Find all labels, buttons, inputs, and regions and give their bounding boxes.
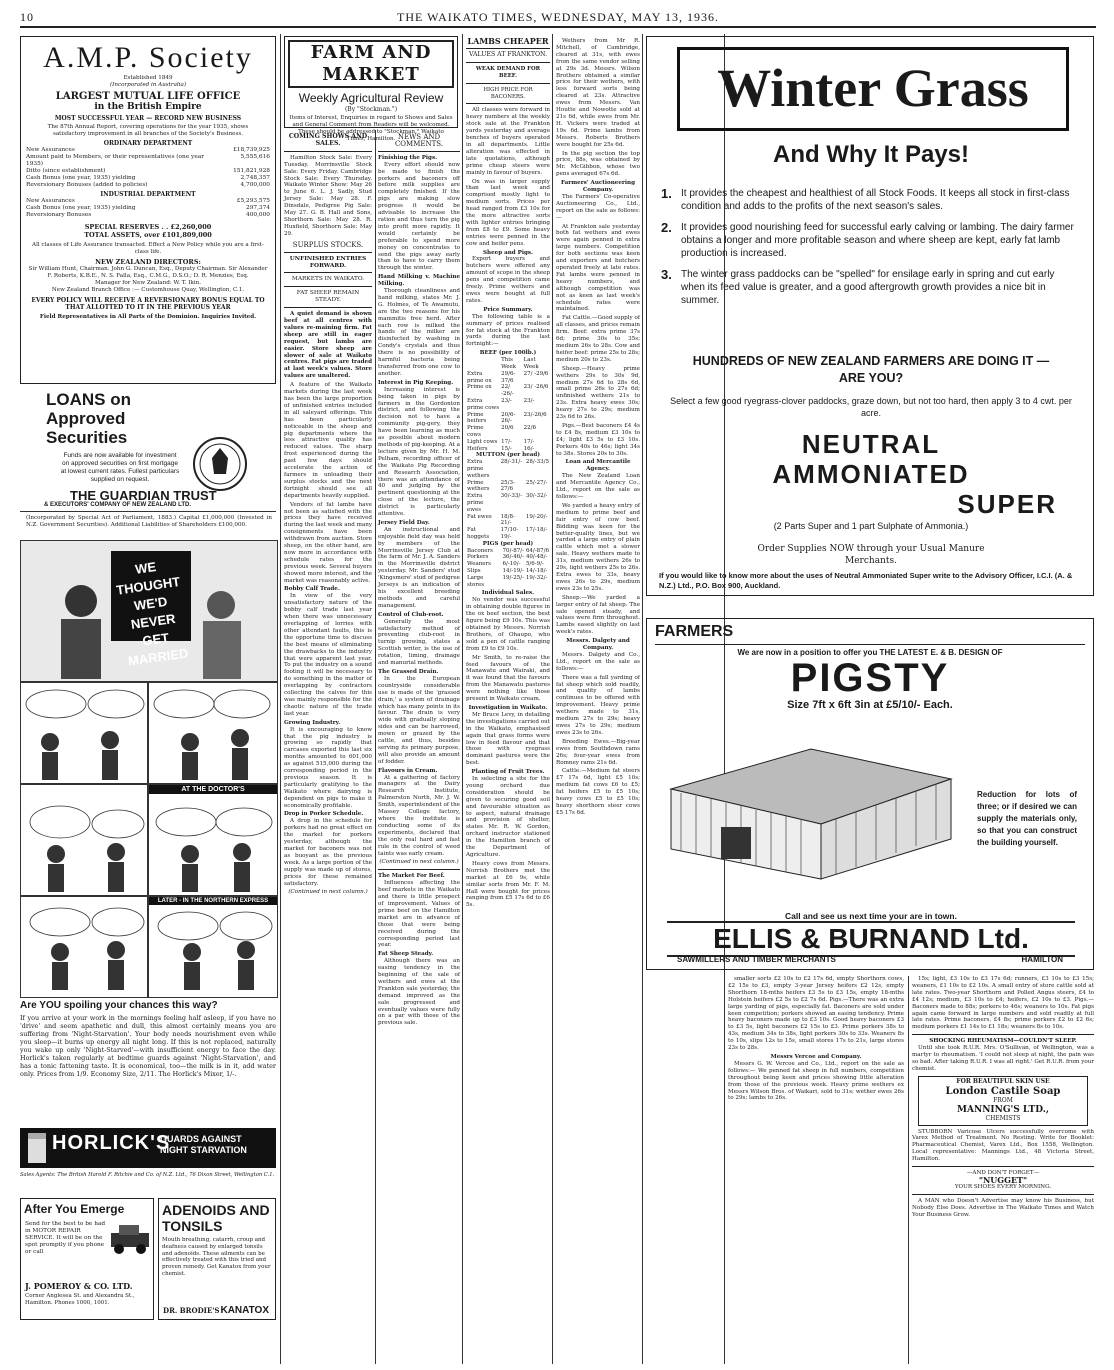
advertise-body: A MAN who Doesn't Advertise may know his Business, but Nobody Else Does. Advertise in The Waikato Times and Watch Your Business Grow. (912, 1197, 1094, 1218)
ellis-foot2: HAMILTON (1021, 955, 1063, 964)
col4-heading-individual: Individual Sales. (481, 590, 535, 597)
col3-p6: In the European countryside considerable use is made of the 'grassed drain,' a system of drainage which has many points in its favour. The drain is very wide with gradually sloping sides and can be harrowed, mown or grazed by the cattle, and thus, besides serving its primary purpose, will also provide an amount of fodder. (378, 675, 460, 765)
col5-p6: Sheep.—Heavy prime wethers 29s to 30s 9d, medium 27s 6d to 28s 6d, small prime 26s to 27s 6d; unfinished wethers 21s to 23s. Extra heavy ewes 30s; heavy 27s to 29s; medium 23s 6d to 26s. (556, 365, 640, 421)
nugget-line3: YOUR SHOES EVERY MORNING. (954, 1183, 1052, 1190)
price-cell: 15/- (501, 445, 512, 452)
cartoon-panel-5 (20, 896, 148, 998)
winter-foot: If you would like to know more about the uses of Neutral Ammoniated Super write to the Advisory Officer, I.C.I. (A. & N.Z.) Ltd., P.O. Box 900, Auckland. (659, 571, 1073, 590)
price-row (466, 527, 550, 541)
price-cell: Fat ewes (467, 513, 492, 520)
col2-p4: It is encouraging to know that the pig industry is growing so rapidly that carcases exported this last six months amounted to 601,000 as against 515,000 during the corresponding period in the previous season. It is particularly gratifying to the Waikato where dairying is dependent on pigs to make it economically profitable. (284, 726, 372, 809)
price-cell: 17/- (501, 438, 512, 445)
price-cell: 40/-48/- (525, 554, 548, 561)
price-cell: 17/- (523, 438, 535, 445)
col5-heading-farmers: Farmers' Auctioneering Company. (561, 180, 635, 194)
col4-p7: Mr Bruce Levy, in detailing the investigations carried out in the Waikato, emphasised again that grass forms were low in feed flavour and that those with ryegrass dominant pastures were the best. (466, 711, 550, 767)
pigsty-ad (646, 618, 1094, 970)
col5-p11: Messrs. Dalgety and Co., Ltd., report on the sale as follows:— (556, 651, 640, 672)
bottom-c3: 15s; light, £3 10s to £3 17s 6d; runners, £3 10s to £3 15s; weaners, £1 10s to £2 10s. A small entry of store cattle sold at late rates. Two-year Shorthorn and Polled Angus steers, £4 to £4 12s; medium, £3 10s to £4; heifers, £2 10s to £3. Pigs.—Baconers made to 88s; porkers to 46s; weaners to 10s. Fat pigs again came forward in large numbers and sold readily at full late rates. Prime baconers, £4 8s; prime porkers £2 to £2 6s; medium porkers £1 14s to £1 18s; weaners 8s to 10s. (912, 976, 1094, 1031)
amp-established: Established 1849 (123, 75, 173, 81)
amp-ordinary-list (26, 147, 270, 189)
col4-pigs-label: PIGS (per head) (482, 540, 534, 547)
col4-p2: Ox was in larger supply than last week and comprised mostly light to medium sorts. Prices per head ranged from £3 10s for the more attractive sorts with lighter entries bringing from £8 to £9. Some heavy entries were penned in the cow and heifer pens. (466, 178, 550, 247)
farm-note: Items of Interest, Enquiries in regard to Shows and Sales and General Comment from Readers will be welcomed. These should be addressed to "Stockman," Waikato Times, Hamilton. (289, 115, 453, 142)
col5-heading-dalgety: Messrs. Dalgety and Company. (566, 638, 630, 652)
horlicks-headline: Are YOU spoiling your chances this way? (20, 1000, 218, 1011)
skin-line2: London Castile Soap (945, 1085, 1061, 1097)
horlicks-ad (20, 540, 276, 1192)
winter-hundreds: HUNDREDS OF NEW ZEALAND FARMERS ARE DOING IT — ARE YOU? (692, 354, 1050, 385)
col3-p5: Generally the most satisfactory method of preventing club-root in turnip growing, states a Scottish writer, is the use of rotation, liming, drainage and manurial methods. (378, 618, 460, 667)
price-col-head: This Week (501, 357, 517, 370)
col3-p8: Influences affecting the beef markets in the Waikato and there is little prospect of improvement. Values of prime beef on the Hamilton market are in advance of those that were being received during the corresponding period last year. (378, 880, 460, 949)
guardian-trust-ad (20, 388, 276, 512)
price-cell: 23/- (523, 397, 535, 404)
amp-figure-label: New Assurances (26, 197, 75, 204)
pigsty-title: PIGSTY (790, 656, 950, 700)
car-crash-icon (109, 1219, 153, 1257)
col5-p12: There was a full yarding of fat sheep which sold readily, and quality of lambs continues to be offered with improvement. Heavy prime wethers made to 31s, medium 27s to 29s; heavy ewes 27s to 29s; medium ewes 23s to 26s. (556, 674, 640, 736)
price-row (466, 439, 550, 446)
price-cell: 30/-32/- (525, 493, 548, 500)
emerge-title: After You Emerge (24, 1202, 125, 1216)
col2-continued: (Continued in next column.) (288, 889, 368, 896)
adenoids-body: Mouth breathing, catarrh, croup and deafness caused by enlarged tonsils and adenoids. These ailments can be effectively treated with this tried and proven remedy. Get Kanatox from your chemist. (162, 1237, 271, 1277)
farm-title: FARM AND MARKET (288, 40, 454, 88)
price-row (466, 398, 550, 412)
price-col-head: Last Week (523, 357, 539, 370)
price-cell: Light cows (467, 438, 498, 445)
col3-heading-pig-keeping: Interest in Pig Keeping. (378, 379, 454, 386)
price-row (466, 480, 550, 494)
price-cell: 22/ -26/- (501, 384, 514, 398)
amp-directors: NEW ZEALAND DIRECTORS: (95, 258, 201, 267)
farm-by: (By "Stockman.") (344, 106, 398, 113)
horlicks-agents: Sales Agents: The British Harold F. Ritchie and Co. of N.Z. Ltd., 76 Dixon Street, Wellington C.1. (20, 1172, 275, 1178)
amp-industrial-list (26, 198, 270, 219)
loans-title: LOANS on Approved Securities (46, 390, 131, 447)
col4-p9: Heavy cows from Messrs. Norrish Brothers met the market at £6 9s, while similar sorts from Mr. F. M. Hall were bought for prices ranging from £5 17s 6d to £6 5s. (466, 860, 550, 909)
col4-p1: All classes were forward in heavy numbers at the weekly stock sale at the Frankton yards yesterday and average benches of buyers operated in all departments. Little alteration was effected in late quotations, although prime cheap steers were mainly in favour of buyers. (466, 107, 550, 176)
amp-figure-value: £18,739,925 (233, 146, 270, 153)
col4-heading-investigation: Investigation in Waikato. (468, 704, 548, 711)
cartoon-panel-2 (148, 682, 278, 784)
col3-p7: At a gathering of factory managers at the Dairy Research Institute, Palmerston North, Mr. J. W. Smith, superintendent of the Massey College factory, where the institute is conducting some of its experiments, declared that the only real hard and fast rule in the control of weed taints was early cream. (378, 774, 460, 857)
col5-p1: Wethers from Mr R. Mitchell, of Cambridge, cleared at 31s, with ewes from the same vendor selling at 29s 3d. Messrs. Wilson Brothers obtained a similar price for their wethers, with less forward sorts being cleared at 23s. Attractive ewes from Messrs. Van Houtte and Nowotte sold at 21s 6d, while ewes from Mr. H. Vickers were traded at 19s 6d. Prime lambs from Messrs. Roberts Brothers were bought for 25s 6d. (556, 38, 640, 148)
price-cell: 14/-19/- (502, 568, 524, 575)
bottom-c1: smaller sorts £2 10s to £2 17s 6d, empty Shorthorn cows, £2 15s to £3, empty 3-year Jersey heifers £2 12s, empty Shorthorn 18-mths heifers £3 5s to £3 15s, empty 18-mths Holstein heifers £2 5s to £2 7s 6d. Pigs.—There was an extra large yarding of pigs, especially fat. Baconers are sold under keen competition; porkers showed an easing tendency. Prime heavy baconers made up to £3 10s. Good heavy baconers £3 to £3 5s, light baconers £2 15s to £3. Prime porkers 38s to 43s, medium 34s to 38s, light porkers 30s to 33s. Weaners 8s to 10s, slips 12s to 15s, small stores 17s to 21s, large stores 23s to 28s. (728, 976, 904, 1052)
adenoids-title: ADENOIDS AND TONSILS (162, 1202, 270, 1234)
loans-body: Funds are now available for investment on approved securities on first mortgage at lowest current rates. Fullest particulars supplied on request. (60, 452, 180, 483)
col2-heading-markets: MARKETS IN WAIKATO. (291, 276, 365, 283)
farmers-title: FARMERS (655, 623, 734, 640)
pigsty-size: Size 7ft x 6ft 3in at £5/10/- Each. (787, 699, 953, 711)
price-cell: 36/-46/- (502, 554, 524, 561)
amp-figure-label: Cash Bonus (one year, 1935) yielding (26, 174, 136, 181)
amp-assets: TOTAL ASSETS, over £101,809,000 (84, 230, 212, 239)
price-cell: 6/-10/- (502, 561, 521, 568)
price-cell: Extra prime ewes (467, 493, 484, 513)
col4-heading-fruit: Planting of Fruit Trees. (471, 769, 545, 776)
price-cell: 28/-31/- (500, 459, 523, 466)
col5-p4: At Frankton sale yesterday both fat wethers and ewes were again penned in extra large numbers. Competition for both sections was keen and exporters and butchers operated freely at late rates. Fat lambs were penned in heavy numbers, and although competition was not as keen as last week's schedule rates were maintained. (556, 223, 640, 313)
winter-point-number: 1. (661, 186, 672, 201)
amp-figure-label: Reversionary Bonuses (added to policies) (26, 181, 148, 188)
price-cell: 28/-33/5 (525, 459, 549, 466)
col2-heading-surplus: SURPLUS STOCKS. (292, 240, 364, 249)
col5-p14: Cattle.—Medium fat steers £7 17s 6d, light £5 10s; medium fat cows £6 to £5; fat heifers £5 to £5 10s; heavy cows £5 to £5 10s; heavy shorthorn steer cows £5 17s 6d. (556, 768, 640, 816)
cartoon-panel-express-label: LATER - IN THE NORTHERN EXPRESS (149, 897, 277, 905)
price-cell: Extra prime wethers (467, 459, 490, 479)
price-cell: Slips (467, 568, 481, 575)
pigsty-call: Call and see us next time your are in town. (785, 911, 957, 921)
column-2-text (284, 134, 372, 1360)
col2-shows: Hamilton Stock Sale: Every Tuesday. Morrinsville Stock Sale: Every Friday. Cambridge Stock Sale: Every Thursday. Waikato Winter Show: May 26 to June 6. L. J. Sadly, Stud Jersey Sale: May 28. F. Dinsdale, Pedigree Pig Sale: May 27. G. B. Hall and Sons, Shorthorn Sale: May 28. R. Huxfield, Shorthorn Sale: May 29. (284, 154, 372, 237)
adenoids-doctor: DR. BRODIE'S (163, 1306, 220, 1315)
price-cell: 16/- (523, 445, 535, 452)
amp-reserves: SPECIAL RESERVES . . £2,260,000 (84, 222, 212, 231)
column-4-text (466, 38, 550, 1360)
skin-line4: MANNING'S LTD., (957, 1104, 1049, 1115)
price-row (466, 575, 550, 589)
cartoon-panel-6 (148, 896, 278, 998)
rheum-title: SHOCKING RHEUMATISM—COULDN'T SLEEP. (929, 1038, 1077, 1045)
ellis-brand: ELLIS & BURNAND Ltd. (667, 921, 1075, 957)
bottom-col-a (728, 976, 904, 1360)
emerge-body: Send for the best to be had in MOTOR REPAIR SERVICE. It will be on the spot promptly if you phone or call (25, 1221, 106, 1255)
col2-p3: In view of the very unsatisfactory nature of the bobby calf trade last year when there was unnecessary overlapping of lorries with other attendant faults, this is the opportune time to discuss the best means of eliminating the drawbacks to the industry that were apparent last year. To put the industry on a sound footing it will be necessary to do something in the matter of overlapping by contractors collecting the calves for this was mainly responsible for the chaotic nature of the trade last year. (284, 593, 372, 717)
col5-p7: Pigs.—Best baconers £4 4s to £4 8s, medium £3 10s to £4; light £3 5s to £3 10s. Porkers 40s to 46s; light 34s to 38s. Stores 20s to 30s. (556, 422, 640, 457)
price-row (466, 371, 550, 385)
bottom-col-b (912, 976, 1094, 1360)
amp-society-ad (20, 36, 276, 384)
col4-heading-sheep-pigs: Sheep and Pigs. (483, 249, 533, 256)
amp-figure-value: 5,555,616 (240, 153, 270, 160)
page-header (20, 6, 1096, 28)
amp-record: MOST SUCCESSFUL YEAR — RECORD NEW BUSINESS (54, 114, 242, 122)
winter-order: Order Supplies NOW through your Usual Manure Merchants. (757, 544, 985, 566)
price-cell: Baconers (467, 547, 493, 554)
amp-ordinary: ORDINARY DEPARTMENT (103, 139, 193, 147)
price-cell: Large stores (467, 574, 485, 588)
castile-soap-ad (918, 1076, 1088, 1126)
after-you-emerge-ad (20, 1198, 154, 1320)
winter-point-text: The winter grass paddocks can be "spelled" for ensilage early in spring and cut early when its feed value is greater, and a good aftergrowth growth provides a nice bit in summer. (681, 269, 1055, 306)
col2-heading-unfinished: UNFINISHED ENTRIES FORWARD. (289, 255, 367, 269)
col4-heading-values: VALUES AT FRANKTON. (468, 50, 548, 58)
price-row (466, 561, 550, 568)
price-cell: 23/ -26/6 (523, 384, 549, 391)
price-cell: 20/6-26/- (501, 411, 516, 425)
masthead: THE WAIKATO TIMES, WEDNESDAY, MAY 13, 1936. (397, 10, 719, 24)
col3-p9: Although there was an easing tendency in the beginning of the sale of wethers and ewes at the Frankton sale yesterday, the demand improved as the sale progressed and eventually values were fully on a par with those of the previous sale. (378, 958, 460, 1027)
price-row (466, 425, 550, 439)
cartoon-panel-3 (20, 784, 148, 896)
amp-largest: LARGEST MUTUAL LIFE OFFICE (55, 90, 241, 102)
price-cell: 17/-18/- (525, 527, 548, 534)
beef-price-table (466, 357, 550, 452)
col3-p1: Every effort should now be made to finish the porkers and baconers off before milk supplies are completely finished. If the pigs are making slow progress it would be advisable to increase the ration and thus turn the pig into profit more rapidly. It would certainly be preferable to spend more money on concentrates to send the pigs away early than to have to carry them through the winter. (378, 161, 460, 272)
col5-p8: The New Zealand Loan and Mercantile Agency Co., Ltd., report on the sale as follows:— (556, 473, 640, 500)
col2-heading-bobby: Bobby Calf Trade. (284, 586, 340, 593)
amp-figure-value: 2,748,357 (240, 174, 270, 181)
price-cell: Prime wethers (467, 479, 490, 493)
col3-heading-flavours: Flavours in Cream. (378, 767, 438, 774)
col4-heading-high: HIGH PRICE FOR BACONERS. (483, 86, 533, 100)
price-cell: Heifers (467, 445, 488, 452)
price-row (466, 384, 550, 398)
amp-figure-row (26, 205, 270, 212)
winter-point (661, 221, 1079, 260)
cartoon-panel-doctor-label: AT THE DOCTOR'S (149, 785, 277, 794)
col4-heading-lambs: LAMBS CHEAPER (467, 36, 549, 46)
winter-point-text: It provides good nourishing feed for successful early calving or lambing. The dairy farmer obtains a longer and more profitable season and where sheep are kept, early fat lamb production is increased. (681, 222, 1074, 259)
col5-p13: Breeding Ewes.—Big-year ewes from Southdown rams 26s; four-year ewes from Romney rams 21s 6d. (556, 738, 640, 766)
amp-figure-row (26, 182, 270, 189)
horlicks-banner: WE THOUGHT WE'D NEVER GET MARRIED (115, 559, 190, 669)
col3-p4: An instructional and enjoyable field day was held by members of the Morrinsville Jersey Club at the farm of Mr. J. A. Sanders in the Morrinsville district yesterday. Mr. Sanders' stud 'Kingsmere' stud of pedigree Jerseys is an indication of his excellent breeding methods and careful management. (378, 526, 460, 609)
amp-empire: in the British Empire (94, 101, 202, 112)
amp-title: A.M.P. Society (43, 41, 253, 74)
price-cell: Fat hoggets (467, 527, 490, 540)
horlicks-banner-panel (20, 540, 278, 682)
col5-p5: Fat Cattle.—Good supply of all classes, and prices remain firm. Beef: extra prime 37s 6d; prime 30s to 35s; medium 26s to 28s. Cow and heifer beef: prime 25s to 28s; medium 20s to 23s. (556, 315, 640, 363)
price-cell: 20/6 (501, 425, 514, 432)
horlicks-tagline: GUARDS AGAINST NIGHT STARVATION (160, 1134, 247, 1155)
amp-figure-value: 151,821,928 (233, 167, 270, 174)
price-row (466, 568, 550, 575)
col5-p3: The Farmers' Co-operative Auctioneering Co., Ltd., report on the sale as follows:— (556, 193, 640, 221)
price-cell: Porkers (467, 554, 489, 561)
winter-point-number: 2. (661, 220, 672, 235)
col5-heading-loan: Loan and Mercantile Agency. (565, 459, 631, 473)
price-row (466, 459, 550, 479)
skin-line5: CHEMISTS (985, 1114, 1021, 1122)
price-cell: 70/-87/- (502, 547, 524, 554)
winter-points-list (661, 187, 1079, 315)
horlicks-copy: If you arrive at your work in the mornings feeling half asleep, if you have no 'drive' and seem apathetic and dull, this almost certainly means you are suffering from 'Night-Starvation'. Your body needs nourishment even while you sleep—it burns up energy all night long. If this is not replaced, naturally you wake up only 'Night-Starved'—with insufficient energy to face the day. Horlick's taken regularly at bedtime guards against 'Night-Starvation', and has a tonic fattening taste. It is economical, too—the milk is in it, add water only. Prices from 1/9. Economy Size, 2/11. The Horlick's Mixer, 1/-. (20, 1014, 276, 1078)
cartoon-panel-4 (148, 784, 278, 896)
winter-select: Select a few good ryegrass-clover paddocks, graze down, but not too hard, then apply 3 to 4 cwt. per acre. (670, 396, 1072, 418)
price-cell: 19/-20/- (525, 513, 548, 520)
amp-figure-row (26, 154, 270, 168)
col2-p2: Vendors of fat lambs have not been as satisfied with the prices they have received during the last week and many consignments have been withdrawn from auction. Store sheep, on the other hand, are now more in accordance with schedule rates for the previous week. Several buyers showed more interest, and the market was reasonably active. (284, 501, 372, 584)
price-cell: Prime heifers (467, 411, 487, 425)
horlicks-brand: HORLICK'S (52, 1132, 171, 1154)
col4-heading-summary: Price Summary. (483, 306, 533, 313)
amp-policy: EVERY POLICY WILL RECEIVE A REVERSIONARY BONUS EQUAL TO THAT ALLOTTED TO IT IN THE PREVIOUS YEAR (31, 297, 265, 312)
amp-figure-row (26, 198, 270, 205)
price-row (466, 412, 550, 426)
price-cell: 64/-87/6 (525, 547, 549, 554)
super-composition: (2 Parts Super and 1 part Sulphate of Ammonia.) (773, 521, 969, 531)
skin-line3: FROM (993, 1096, 1013, 1104)
amp-figure-label: New Assurances (26, 146, 75, 153)
skin-line1: FOR BEAUTIFUL SKIN USE (956, 1077, 1050, 1085)
price-cell: Extra prime ox (467, 370, 492, 384)
amp-figure-value: 400,000 (246, 211, 270, 218)
col3-continued: (Continued in next column.) (379, 859, 459, 866)
col5-p2: In the pig section the top price, 88s, was obtained by Mr. McGibbon, whose two pens averaged 67s 6d. (556, 150, 640, 178)
col3-heading-finishing: Finishing the Pigs. (378, 154, 438, 161)
price-row (466, 548, 550, 555)
amp-figure-label: Cash Bonus (one year, 1935) yielding (26, 204, 136, 211)
amp-figure-value: £5,293,575 (236, 197, 270, 204)
amp-field: Field Representatives in All Parts of the Dominion. Inquiries Invited. (39, 314, 257, 321)
col3-heading-milking: Hand Milking v. Machine Milking. (378, 274, 460, 288)
adenoids-brand: KANATOX (220, 1305, 269, 1316)
winter-title: Winter Grass (677, 47, 1069, 131)
guardian-crest-icon (192, 436, 248, 492)
price-cell: 19/-32/- (525, 574, 548, 581)
price-cell: 23/- (501, 397, 512, 404)
price-cell: Prime cows (467, 425, 484, 438)
col5-p10: Sheep.—We yarded a larger entry of fat sheep. The sale opened steady, and values were firm throughout. Lambs eased slightly on last week's rates. (556, 594, 640, 636)
col3-p2: Thorough cleanliness and hand milking, states Mr. J. G. Holmes, of Te Awamutu, are the two reasons for his mammitis free herd. After each row is milked the hands of the milker are disinfected by washing in Condy's crystals and thus there is no possibility of harmful bacteria being transferred from one cow to another. (378, 288, 460, 377)
ellis-foot1: SAWMILLERS AND TIMBER MERCHANTS (677, 955, 836, 964)
col3-heading-club-root: Control of Club-root. (378, 611, 444, 618)
price-row (466, 493, 550, 513)
emerge-address: Corner Anglesea St. and Alexandra St., Hamilton. Phones 1000, 1001. (25, 1293, 135, 1306)
price-cell: 5/6-9/- (525, 561, 544, 568)
winter-point-text: It provides the cheapest and healthiest of all Stock Foods. It keeps all stock in first-class condition and adds to the profits of the next season's sales. (681, 188, 1070, 212)
bottom-c2: Messrs G. W. Vercoe and Co., Ltd., report on the sale as follows:— We penned fat sheep in full numbers, competition throughout being keen and prices showing little alteration from those of the previous week. Heavy prime wethers ex Messrs Wilson Bros. of Waikari, sold to 31s; wether ewes 26s to 29s; lambs to 26s. (728, 1060, 904, 1102)
amp-figure-label: Reversionary Bonuses (26, 211, 92, 218)
price-cell: 25/-27/- (525, 479, 548, 486)
price-row (466, 554, 550, 561)
amp-report: The 87th Annual Report, covering operations for the year 1935, shows satisfactory improvement in all branches of the Society's Business. (47, 123, 249, 137)
amp-incorporated: (Incorporated in Australia) (109, 81, 187, 88)
col3-p3: Increasing interest is being taken in pigs by farmers in the Gordonton district, and following the decision not to have a community pig-gery, they have been learning as much as possible about modern methods of pig-keeping. At a lecture given by Mr. H. M. Pelham, recording officer of the Waikato Pig Recording and Research Association, there was an attendance of 40 and judging by the pertinent questioning at the close of the lecture, the district is particularly attentive. (378, 386, 460, 518)
amp-figure-row (26, 147, 270, 154)
price-cell: 27/ -29/6 (523, 370, 549, 377)
guardian-foot: (Incorporated by Special Act of Parliament, 1883.) Capital £1,000,000 (Invested in N.Z. Government Securities). Additional Liabilities of Shareholders £100,000. (26, 515, 272, 528)
farmers-line1: We are now in a position to offer you THE LATEST E. & B. DESIGN OF (737, 648, 1003, 657)
col3-heading-news: NEWS AND COMMENTS. (394, 133, 444, 148)
price-cell: 18/8-21/- (500, 513, 515, 527)
adenoids-ad (158, 1198, 276, 1320)
col3-heading-drain: The Grassed Drain. (378, 668, 439, 675)
nugget-line1: —AND DON'T FORGET— (966, 1170, 1040, 1177)
amp-figure-value: 297,374 (246, 204, 270, 211)
bottom-heading-vercoe: Messrs Vercoe and Company. (770, 1053, 862, 1060)
price-cell: Extra prime cows (467, 397, 500, 411)
price-cell: 30/-33/- (500, 493, 523, 500)
winter-sub: And Why It Pays! (772, 141, 970, 168)
col2-p5: A drop in the schedule for porkers had no great effect on the market for porkers yesterday, although the market for baconers was not as buoyant as the previous week. As a large portion of the supply was made up of stores, prices for these remained satisfactory. (284, 818, 372, 887)
mutton-price-table (466, 459, 550, 541)
page-number: 10 (20, 10, 34, 24)
column-3-text (378, 134, 460, 1360)
col2-heading-fat-sheep: FAT SHEEP REMAIN STEADY. (296, 290, 360, 304)
amp-director-names: Sir William Hunt, Chairman. John G. Duncan, Esq., Deputy Chairman. Sir Alexander F. Roberts, K.B.E., N. S. Falla, Esq., C.M.G., D.S.O.; D. R. Menzies, Esq. (28, 266, 268, 280)
cartoon-panel-1 (20, 682, 148, 784)
rheum-body: Until she took R.U.R. Mrs. O'Sullivan, of Wellington, was a martyr to rheumatism. 'I could not sleep at night, the pain was so bad. After taking R.U.R. I was all right.' Get R.U.R. from your chemist. (912, 1045, 1094, 1072)
amp-figure-row (26, 212, 270, 219)
col4-p4: The following table is a summary of prices realised for fat stock at the Frankton yards during the last fortnight:— (466, 313, 550, 348)
price-cell: 17/10-19/- (500, 527, 519, 540)
price-col-head (466, 357, 500, 371)
col4-beef-label: BEEF (per 100lb.) (479, 350, 537, 357)
neutral-line: NEUTRAL (801, 429, 941, 459)
col2-summary: A quiet demand is shown beef at all centres with values re-maining firm. Fat sheep are still in eager request, but lambs are easier. Store sheep are slower of sale at Waikato centres. Fat pigs are traded at last week's values. Store values are unaltered. (284, 311, 372, 380)
winter-point (661, 187, 1079, 213)
pigs-price-table (466, 548, 550, 589)
col4-p3: Export buyers and butchers were offered any amount of scope in the sheep pens and competition came freely. Prime wethers and ewes were bought at full rates. (466, 256, 550, 304)
guardian-company: THE GUARDIAN TRUST (70, 488, 217, 503)
col2-heading-shows: COMING SHOWS AND SALES. (288, 133, 368, 147)
amp-figure-value: 4,700,000 (240, 181, 270, 188)
winter-grass-ad (646, 36, 1094, 596)
horlicks-logo-band (20, 1128, 276, 1168)
col3-heading-jersey: Jersey Field Day. (378, 519, 430, 526)
winter-point (661, 268, 1079, 307)
pigsty-reduction: Reduction for lots of three; or if desired we can supply the materials only, so that you can construct the building yourself. (977, 790, 1077, 847)
amp-insurance: All classes of Life Assurance transacted. Effect a New Policy while you are a first-class life. (32, 241, 264, 255)
guardian-sub: & EXECUTORS' COMPANY OF NEW ZEALAND LTD. (44, 502, 191, 508)
ammoniated-line: AMMONIATED (772, 459, 970, 489)
amp-industrial: INDUSTRIAL DEPARTMENT (100, 190, 196, 198)
col3-heading-fat-sheep: Fat Sheep Steady. (378, 951, 434, 958)
col4-p6: Mr Smith, to re-raise the feed favours of the Manawatu and Wairaki, and it was found that the favours from the Manawatu pastures were nothing like those present in Waikato cream. (466, 654, 550, 703)
col2-heading-growing: Growing Industry. (284, 719, 341, 726)
amp-office: New Zealand Branch Office :— Customhouse Quay, Wellington, C.1. (51, 287, 245, 294)
col2-heading-porker: Drop in Porker Schedule. (284, 811, 364, 818)
price-cell: Prime ox (467, 384, 492, 391)
amp-figure-row (26, 168, 270, 175)
ulcers-body: STUBBORN Varicose Ulcers successfully overcome with Varex Method of Treatment. No Resting. Write for Booklet: Pharmaceutical Chemist, Varex Ltd., Box 1558, Wellington. Local representative: Mannings Ltd., 48 Victoria Street, Hamilton. (912, 1128, 1094, 1163)
nugget-line2: "NUGGET" (978, 1174, 1028, 1185)
col4-p5: No vendor was successful in obtaining double figures in the ox beef section, the best figure being £9 10s. This was obtained by Messrs. Norrish Brothers, of Ohaupo, who sold a pen of cattle ranging from £9 to £9 10s. (466, 597, 550, 652)
farm-sub: Weekly Agricultural Review (298, 91, 444, 105)
col4-mutton-label: MUTTON (per head) (476, 452, 540, 459)
amp-figure-label: Ditto (since establishment) (26, 167, 106, 174)
price-cell: Weaners (467, 561, 491, 568)
col4-heading-weak: WEAK DEMAND FOR BEEF. (475, 65, 541, 79)
amp-figure-label: Amount paid to Members, or their representatives (one year 1935) (26, 153, 204, 167)
winter-point-number: 3. (661, 267, 672, 282)
price-cell: 23/-26/6 (523, 411, 547, 418)
price-row (466, 514, 550, 528)
col2-p1: A feature of the Waikato markets during the last week has been the large proportion of unfinished entries included in all saleyard offerings. This has been particularly noticeable in the sheep and pig departments where the less attractive quality has reduced values. The sharp frost experienced during the past few days should accelerate the action of farmers in unloading their surplus stocks and the next fortnight should see all departments heavily supplied. (284, 382, 372, 499)
column-5-text (556, 38, 640, 1360)
emerge-company: J. POMEROY & CO. LTD. (25, 1281, 133, 1291)
col5-p9: We yarded a heavy entry of medium to prime beef and fair entry of cow beef. Bidding was keen for the better-quality lines, but we yarded a large entry of plain cattle which met a slower sale. Heavy wethers made to 31s, medium wethers 26s to 29s, light wethers 25s to 26s. Extra ewes to 33s, heavy ewes 26s to 29s, medium ewes 23s to 25s. (556, 502, 640, 592)
col3-heading-beef: The Market For Beef. (378, 873, 445, 880)
super-line: SUPER (957, 489, 1057, 519)
price-cell: 14/-18/- (525, 568, 548, 575)
price-cell: 22/6 (523, 425, 536, 432)
horlicks-jar-icon (26, 1131, 48, 1165)
col4-p8: In selecting a site for the young orchard due consideration should be given to securing good soil and favourable situation as to aspect, natural drainage and provision of shelter, states Mr. R. W. Gordon, orchard instructor stationed in the Hamilton branch of the Department of Agriculture. (466, 776, 550, 858)
pigsty-illustration-icon (661, 729, 961, 889)
price-cell: 19/-25/- (502, 574, 524, 581)
amp-manager: Manager for New Zealand: W. T. Ikin. (94, 280, 202, 287)
amp-figure-row (26, 175, 270, 182)
price-cell: 25/3-27/6 (500, 479, 515, 493)
price-cell: 29/6-37/6 (501, 370, 516, 384)
